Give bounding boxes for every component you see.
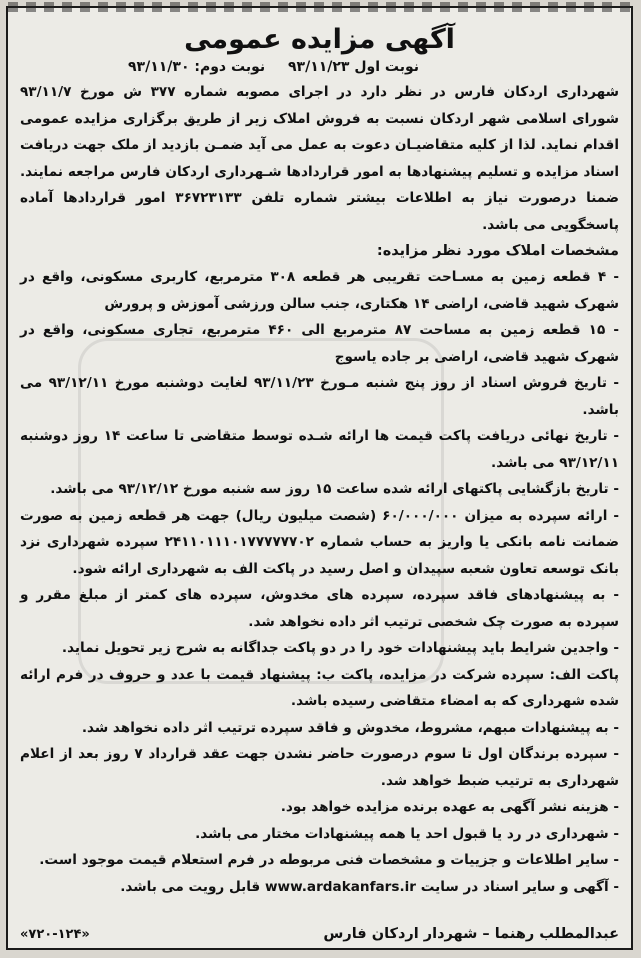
list-item: - به پیشنهادات مبهم، مشروط، مخدوش و فاقد سپرده ترتیب اثر داده نخواهد شد. <box>81 719 619 736</box>
signature: عبدالمطلب رهنما – شهردار اردکان فارس <box>323 926 619 942</box>
first-publication: نوبت اول ۹۳/۱۱/۲۳ <box>287 59 419 75</box>
publication-dates <box>20 59 619 75</box>
list-item: - آگهی و سایر اسناد در سایت www.ardakanfars.ir قابل رویت می باشد. <box>120 878 619 895</box>
list-item: - ۴ قطعه زمین به مسـاحت تقریبی هر قطعه ۳۰۸ مترمربع، کاربری مسکونی، واقع در شهرک شهید قاضی، اراضی ۱۴ هکتاری، جنب سالن ورزشی آموزش و پرورش <box>20 269 619 312</box>
notice-sheet <box>6 6 633 950</box>
signature-row <box>8 926 631 942</box>
list-item: - سایر اطلاعات و جزییات و مشخصات فنی مربوطه در فرم استعلام قیمت موجود است. <box>39 852 619 868</box>
list-item: - هزینه نشر آگهی به عهده برنده مزایده خواهد بود. <box>280 799 619 815</box>
properties-heading: مشخصات املاک مورد نظر مزایده: <box>376 243 619 259</box>
second-publication: نوبت دوم: ۹۳/۱۱/۳۰ <box>128 59 266 75</box>
list-item: - شهرداری در رد یا قبول احد یا همه پیشنهادات مختار می باشد. <box>195 825 619 842</box>
list-item: - ۱۵ قطعه زمین به مساحت ۸۷ مترمربع الی ۴۶۰ مترمربع، تجاری مسکونی، واقع در شهرک شهید قاضی، اراضی بر جاده یاسوج <box>20 322 620 365</box>
list-item: - تاریخ بازگشایی پاکتهای ارائه شده ساعت ۱۵ روز سه شنبه مورخ ۹۳/۱۲/۱۲ می باشد. <box>50 481 619 497</box>
list-item: - سپرده برندگان اول تا سوم درصورت حاضر نشدن جهت عقد قرارداد ۷ روز بعد از اعلام شهرداری به ترتیب ضبط خواهد شد. <box>20 746 619 789</box>
list-item: - واجدین شرایط باید پیشنهادات خود را در دو پاکت جداگانه به شرح زیر تحویل نماید. <box>61 640 619 656</box>
intro-paragraph: شهرداری اردکان فارس در نظر دارد در اجرای مصوبه شماره ۳۷۷ ش مورخ ۹۳/۱۱/۷ شورای اسلامی شهر اردکان نسبت به فروش املاک زیر از طریق برگزاری مزایده عمومی اقدام نماید. لذا از کلیه متقاضیـان دعوت به عمل می آید ضمـن بازدید از ملک جهت دریافت اسناد مزایده و تسلیم پیشنهادها به امور قراردادها شـهرداری اردکان فارس مراجعه نمایند. ضمنا درصورت نیاز به اطلاعات بیشتر شماره تلفن ۳۶۷۲۳۱۳۳ امور قراردادها آماده پاسخگویی می باشد. <box>20 84 619 233</box>
list-item: - تاریخ فروش اسناد از روز پنج شنبه مـورخ ۹۳/۱۱/۲۳ لغایت دوشنبه مورخ ۹۳/۱۲/۱۱ می باشد. <box>20 375 619 418</box>
list-item: - تاریخ نهائی دریافت پاکت قیمت ها ارائه شـده توسط متقاضی تا ساعت ۱۴ روز دوشنبه ۹۳/۱۲/۱۱ می باشد. <box>20 428 619 471</box>
list-item: - به پیشنهادهای فاقد سپرده، سپرده های مخدوش، سپرده های کمتر از مبلغ مقرر و سپرده به صورت چک شخصی ترتیب اثر داده نخواهد شد. <box>20 587 619 630</box>
list-item: - ارائه سپرده به میزان ۶۰/۰۰۰/۰۰۰ (شصت میلیون ریال) جهت هر قطعه زمین به صورت ضمانت نامه بانکی یا واریز به حساب شماره ۲۴۱۱۰۱۱۱۰۱۷۷۷۷۷۷۰۲ سپرده شهرداری نزد بانک توسعه تعاون شعبه سپیدان و اصل رسید در پاکت الف به شهرداری ارائه شود. <box>20 507 620 577</box>
notice-code: «۷۲۰-۱۲۴» <box>20 926 90 942</box>
header-strip <box>8 2 631 12</box>
list-item: پاکت الف: سپرده شرکت در مزایده، پاکت ب: پیشنهاد قیمت با عدد و حروف در فرم ارائه شده شهرداری که به امضاء متقاضی رسیده باشد. <box>20 666 619 709</box>
notice-title: آگهی مزایده عمومی <box>184 24 455 55</box>
